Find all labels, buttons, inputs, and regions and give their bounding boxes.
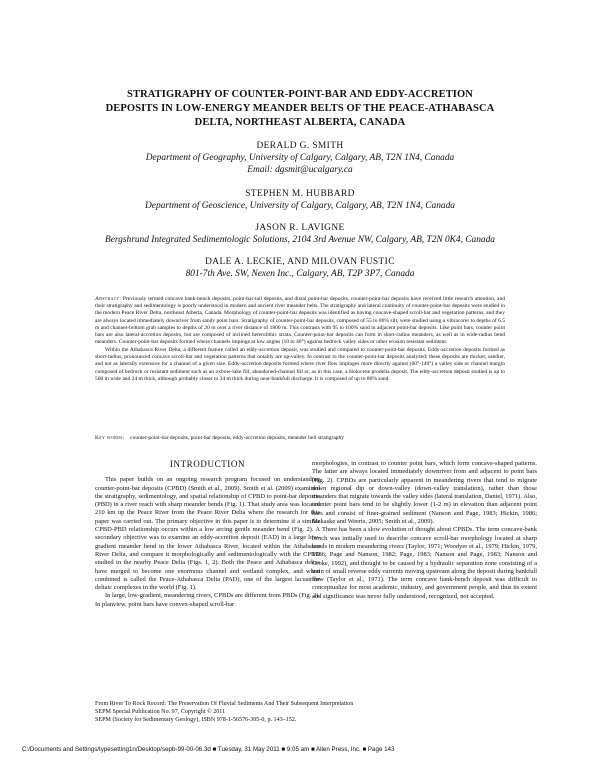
body-paragraph: In large, low-gradient, meandering rivers, CPBDs are different from PBDs (Fig. 2). In planview, point bars have convex-shaped scroll-bar (95, 592, 320, 608)
section-heading: INTRODUCTION (169, 459, 246, 469)
keywords (95, 435, 505, 442)
author-block (60, 140, 540, 176)
keywords-label: Key words: (95, 435, 125, 441)
footer-line: From River To Rock Record: The Preservation Of Fluvial Sediments And Their Subsequent Interpretation (95, 701, 354, 707)
title-line: DELTA, NORTHEAST ALBERTA, CANADA (194, 117, 406, 128)
author-block (60, 256, 540, 280)
left-column (95, 458, 320, 609)
author-email: Email: dgsmit@ucalgary.ca (247, 165, 353, 175)
author-name: DALE A. LECKIE, AND MILOVAN FUSTIC (205, 257, 395, 267)
author-affiliation: Department of Geography, University of Calgary, Calgary, AB, T2N 1N4, Canada (145, 153, 455, 163)
footer-line: SEPM Special Publication No. 97, Copyright © 2011 (95, 709, 226, 715)
author-block (60, 188, 540, 212)
title-line: DEPOSITS IN LOW-ENERGY MEANDER BELTS OF THE PEACE-ATHABASCA (105, 103, 495, 114)
author-affiliation: Bergshrund Integrated Sedimentologic Solutions, 2104 3rd Avenue NW, Calgary, AB, T2N 0K4, Canada (104, 235, 495, 245)
body-paragraph: There has been a slow evolution of thought about CPBDs. The term concave-bank bench was initially used to describe concave scroll-bar morphology located at sharp bends in modern meandering rivers (Taylor, 1971; Woodyer et al., 1979; Hickin, 1979, 1986; Page and Nanson, 1982; Page, 1983; Nanson and Page, 1983; Nanson and Croke, 1992), and thought to be caused by a hydraulic separation zone consisting of a train of small reverse eddy currents moving upstream along the deposit during bankfull flow (Taylor et al., 1971). The term concave bank-bench deposit was difficult to conceptualize for most academic, industry, and government people, and thus its extent and significance was never fully understood, recognized, nor accepted. (312, 526, 537, 600)
author-name: STEPHEN M. HUBBARD (245, 189, 355, 199)
author-block (60, 222, 540, 246)
typesetting-slug: C:/Documents and Settings/typesetting1n/Desktop/sepb-99-00-06.3d ■ Tuesday, 31 May 2011 ■ 9:05 am ■ Allen Press, Inc. ■ Page 143 (22, 746, 395, 753)
paper-title (90, 88, 510, 130)
abstract (95, 296, 505, 383)
publication-footer (95, 700, 505, 724)
author-affiliation: 801-7th Ave. SW, Nexen Inc., Calgary, AB, T2P 3P7, Canada (185, 269, 415, 279)
author-name: DERALD G. SMITH (256, 141, 344, 151)
title-line: STRATIGRAPHY OF COUNTER-POINT-BAR AND EDDY-ACCRETION (127, 89, 473, 100)
author-name: JASON R. LAVIGNE (255, 223, 345, 233)
author-affiliation: Department of Geoscience, University of Calgary, Calgary, AB, T2N 1N4, Canada (145, 201, 455, 211)
abstract-label: Abstract: (95, 296, 122, 302)
right-column (312, 460, 537, 601)
abstract-paragraph (95, 296, 505, 346)
body-paragraph: This paper builds on an ongoing research program focused on understanding counter-point-bar deposits (CPBD) (Smith et al., 2009). Smith et al. (2009) examined the stratigraphy, sedimentology, and spatial relationship of CPBD to point-bar deposits (PBD) in a river reach with sharp meander bends (Fig. 1). That study area was located 210 km up the Peace River from the Peace River Delta where the research for this paper was carried out. The primary objective in this paper is to determine if a similar CPBD-PBD relationship occurs within a low arcing gentle meander bend (Fig. 2). A secondary objective was to examine an eddy-accretion deposit (EAD) in a large low-gradient meander bend in the lower Athabasca River, located within the Athabasca River Delta, and compare it morphologically and sedimentologically with the CPBD studied in the nearby Peace Delta (Figs. 1, 2). Both the Peace and Athabasca deltas have merged to become one enormous channel and wetland complex, and when combined is called the Peace-Athabasca Delta (PAD), one of the largest lacustrine deltaic complexes in the world (Fig. 1). (95, 476, 320, 592)
abstract-text: Previously termed concave bank-bench deposits, point-bar-tail deposits, and distal point-bar deposits, counter-point-bar deposits have received little research attention, and their stratigraphy and sedimentology is poorly understood in modern and ancient river meander belts. The stratigraphy and lateral continuity of counter-point-bar deposits were studied in the modern Peace River Delta, northeast Alberta, Canada. Morphology of counter-point-bar deposits was identified as having concave-shaped scroll-bar and vegetation patterns, and they are always located immediately downriver from sandy point bars. Stratigraphy of counter-point-bar deposits, composed of 55 to 86% silt, were studied using a vibracorer to depths of 6.5 m and channel-bottom grab samples to depths of 20 m over a river distance of 1800 m. This contrasts with 95 to 100% sand in adjacent point-bar deposits. Like point bars, counter point bars are also lateral-accretion deposits, but are composed of inclined heterolithic strata. Counter-point-bar deposits can form in short-radius meanders, as well as in wide-radius bend meanders. Counter-point-bar deposits formed where channels impinge at low angles (10 to 40°) against bedrock valley sides or other erosion resistant sediment. (95, 296, 506, 346)
keywords-text: counter-point-bar deposits, point-bar deposits, eddy-accretion deposits, meander belt stratigraphy (130, 435, 345, 441)
body-paragraph: morphologies, in contrast to counter point bars, which form concave-shaped patterns. The latter are always located immediately downriver from and adjacent to point bars (Fig. 2). CPBDs are particularly apparent in meandering rivers that tend to migrate down regional dip or down-valley (down-valley translation), rather than those meanders that migrate towards the valley sides (lateral translation, Daniel, 1971). Also, counter point bars tend to be slightly lower (1-2 m) in elevation than adjacent point bars and consist of finer-grained sediment (Nanson and Page, 1983; Hickin, 1986; Makaske and Weerts, 2005; Smith et al., 2009). (312, 460, 537, 526)
footer-line: SEPM (Society for Sedimentary Geology), ISBN 978-1-56576-305-0, p. 143–152. (95, 717, 297, 723)
abstract-paragraph: Within the Athabasca River Delta, a different feature called an eddy-accretion deposit, was studied and compared to counter-point-bar deposits. Eddy-accretion deposits formed as short-radius, pronounced concave scroll-bar and vegetation patterns that notably are up-valley. In contrast to the counter-point-bar deposits analyzed; these deposits are thicker, sandier, and not as laterally extensive for a channel of a given size. Eddy-accretion deposits formed where river flow impinges more directly against (60°-140°) a valley side or channel margin composed of bedrock or resistant sediment such as an oxbow-lake fill, abandoned-channel fill or, as in this case, a Holocene prodelta deposit. The eddy-accretion deposit studied is up to 500 m wide and 24 m thick, although probably closer to 34 m thick during near-bankfull discharge. It is composed of up to 80% sand. (95, 346, 505, 382)
